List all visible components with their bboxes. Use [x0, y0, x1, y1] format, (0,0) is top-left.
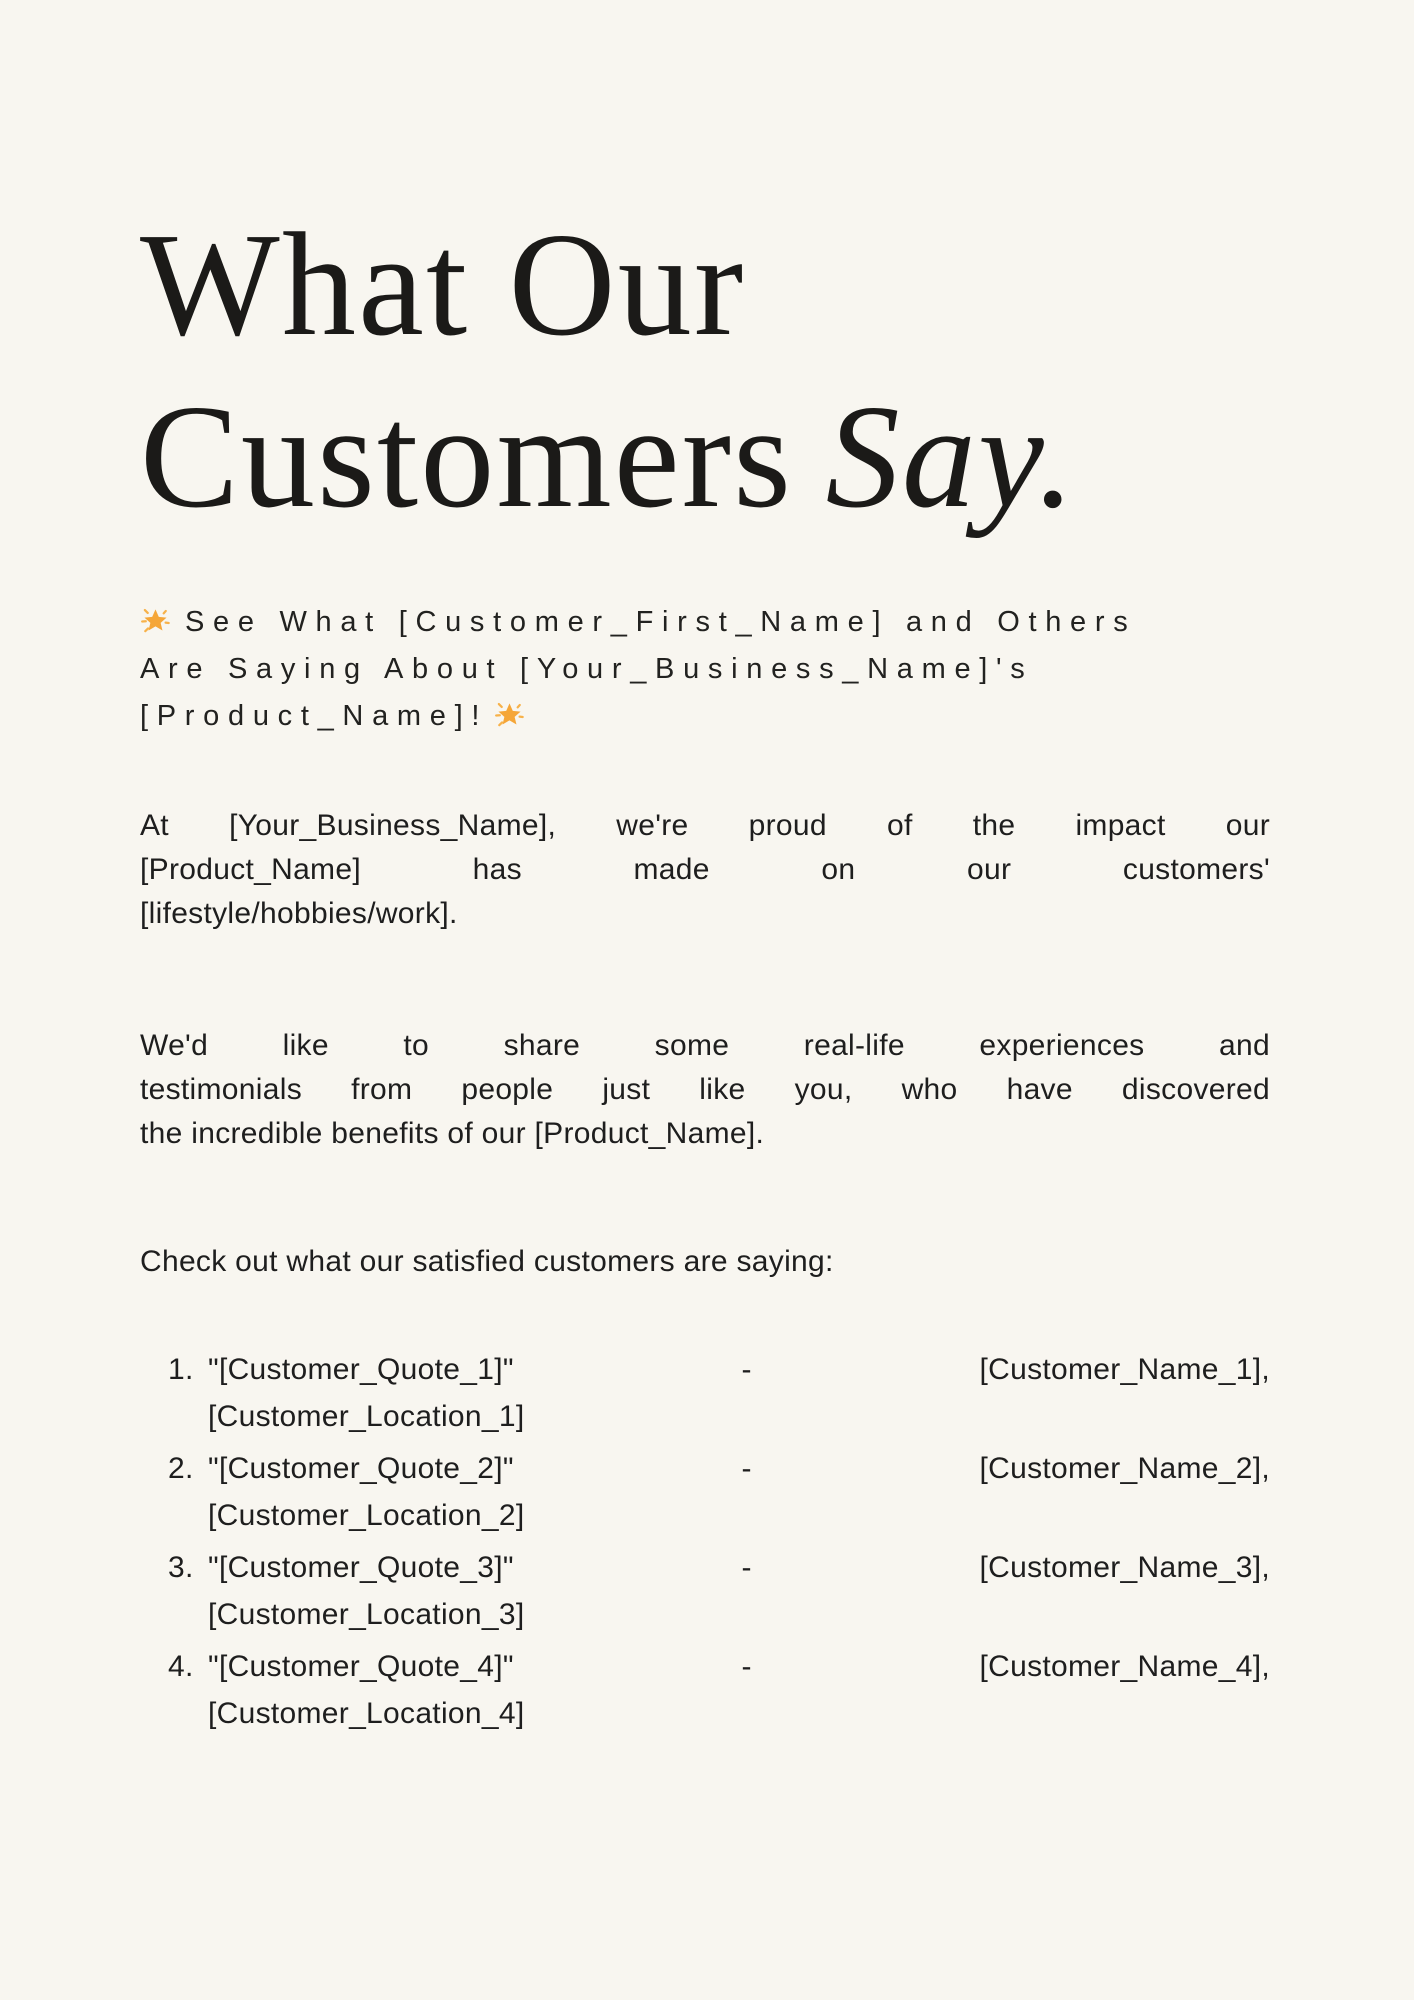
- subtitle-line: [140, 646, 1270, 693]
- customer-name: [Customer_Name_3],: [979, 1551, 1271, 1585]
- item-number: 4.: [168, 1650, 194, 1684]
- paragraph-line: the incredible benefits of our [Product_Name].: [140, 1117, 765, 1151]
- customer-name: [Customer_Name_4],: [979, 1650, 1271, 1684]
- subtitle-line: [140, 599, 1270, 646]
- customer-quote: "[Customer_Quote_3]": [208, 1551, 514, 1585]
- glowing-star-icon: [140, 605, 171, 636]
- dash-separator: -: [741, 1353, 752, 1387]
- subtitle-line: [140, 693, 1270, 740]
- paragraph-line: [Product_Name] has made on our customers': [140, 853, 1270, 887]
- paragraph-intro: [140, 804, 1270, 936]
- testimonial-item: [140, 1544, 1270, 1638]
- customer-quote: "[Customer_Quote_1]": [208, 1353, 514, 1387]
- customer-name: [Customer_Name_1],: [979, 1353, 1271, 1387]
- paragraph-line: [lifestyle/hobbies/work].: [140, 897, 458, 931]
- page-title: [140, 200, 1270, 543]
- glowing-star-icon: [494, 699, 525, 730]
- testimonial-quote-line: [208, 1544, 1270, 1591]
- customer-location: [Customer_Location_3]: [208, 1598, 525, 1632]
- testimonial-quote-line: [208, 1346, 1270, 1393]
- item-number: 3.: [168, 1551, 194, 1585]
- testimonial-quote-line: [208, 1445, 1270, 1492]
- customer-quote: "[Customer_Quote_2]": [208, 1452, 514, 1486]
- paragraph-share: [140, 1024, 1270, 1156]
- paragraph-line: At [Your_Business_Name], we're proud of the impact our: [140, 809, 1270, 843]
- dash-separator: -: [741, 1650, 752, 1684]
- content-column: [140, 200, 1270, 1737]
- dash-separator: -: [741, 1452, 752, 1486]
- subtitle-text-1: See What [Customer_First_Name] and Others: [185, 606, 1137, 639]
- paragraph-line: We'd like to share some real-life experiences and: [140, 1029, 1270, 1063]
- customer-name: [Customer_Name_2],: [979, 1452, 1271, 1486]
- customer-location: [Customer_Location_4]: [208, 1697, 525, 1731]
- item-number: 1.: [168, 1353, 194, 1387]
- testimonial-quote-line: [208, 1643, 1270, 1690]
- testimonial-item: [140, 1346, 1270, 1440]
- title-line-2-italic: Say.: [825, 374, 1078, 539]
- testimonial-item: [140, 1643, 1270, 1737]
- paragraph-line: testimonials from people just like you, who have discovered: [140, 1073, 1270, 1107]
- testimonial-item: [140, 1445, 1270, 1539]
- item-number: 2.: [168, 1452, 194, 1486]
- customer-location: [Customer_Location_2]: [208, 1499, 525, 1533]
- subtitle: [140, 599, 1270, 740]
- check-out-line: Check out what our satisfied customers are saying:: [140, 1245, 834, 1279]
- testimonial-list: [140, 1346, 1270, 1737]
- subtitle-text-3: [Product_Name]!: [140, 700, 489, 733]
- dash-separator: -: [741, 1551, 752, 1585]
- customer-quote: "[Customer_Quote_4]": [208, 1650, 514, 1684]
- title-line-1: What Our: [140, 203, 746, 367]
- customer-location: [Customer_Location_1]: [208, 1400, 525, 1434]
- subtitle-text-2: Are Saying About [Your_Business_Name]'s: [140, 653, 1034, 686]
- title-line-2: Customers: [140, 374, 794, 539]
